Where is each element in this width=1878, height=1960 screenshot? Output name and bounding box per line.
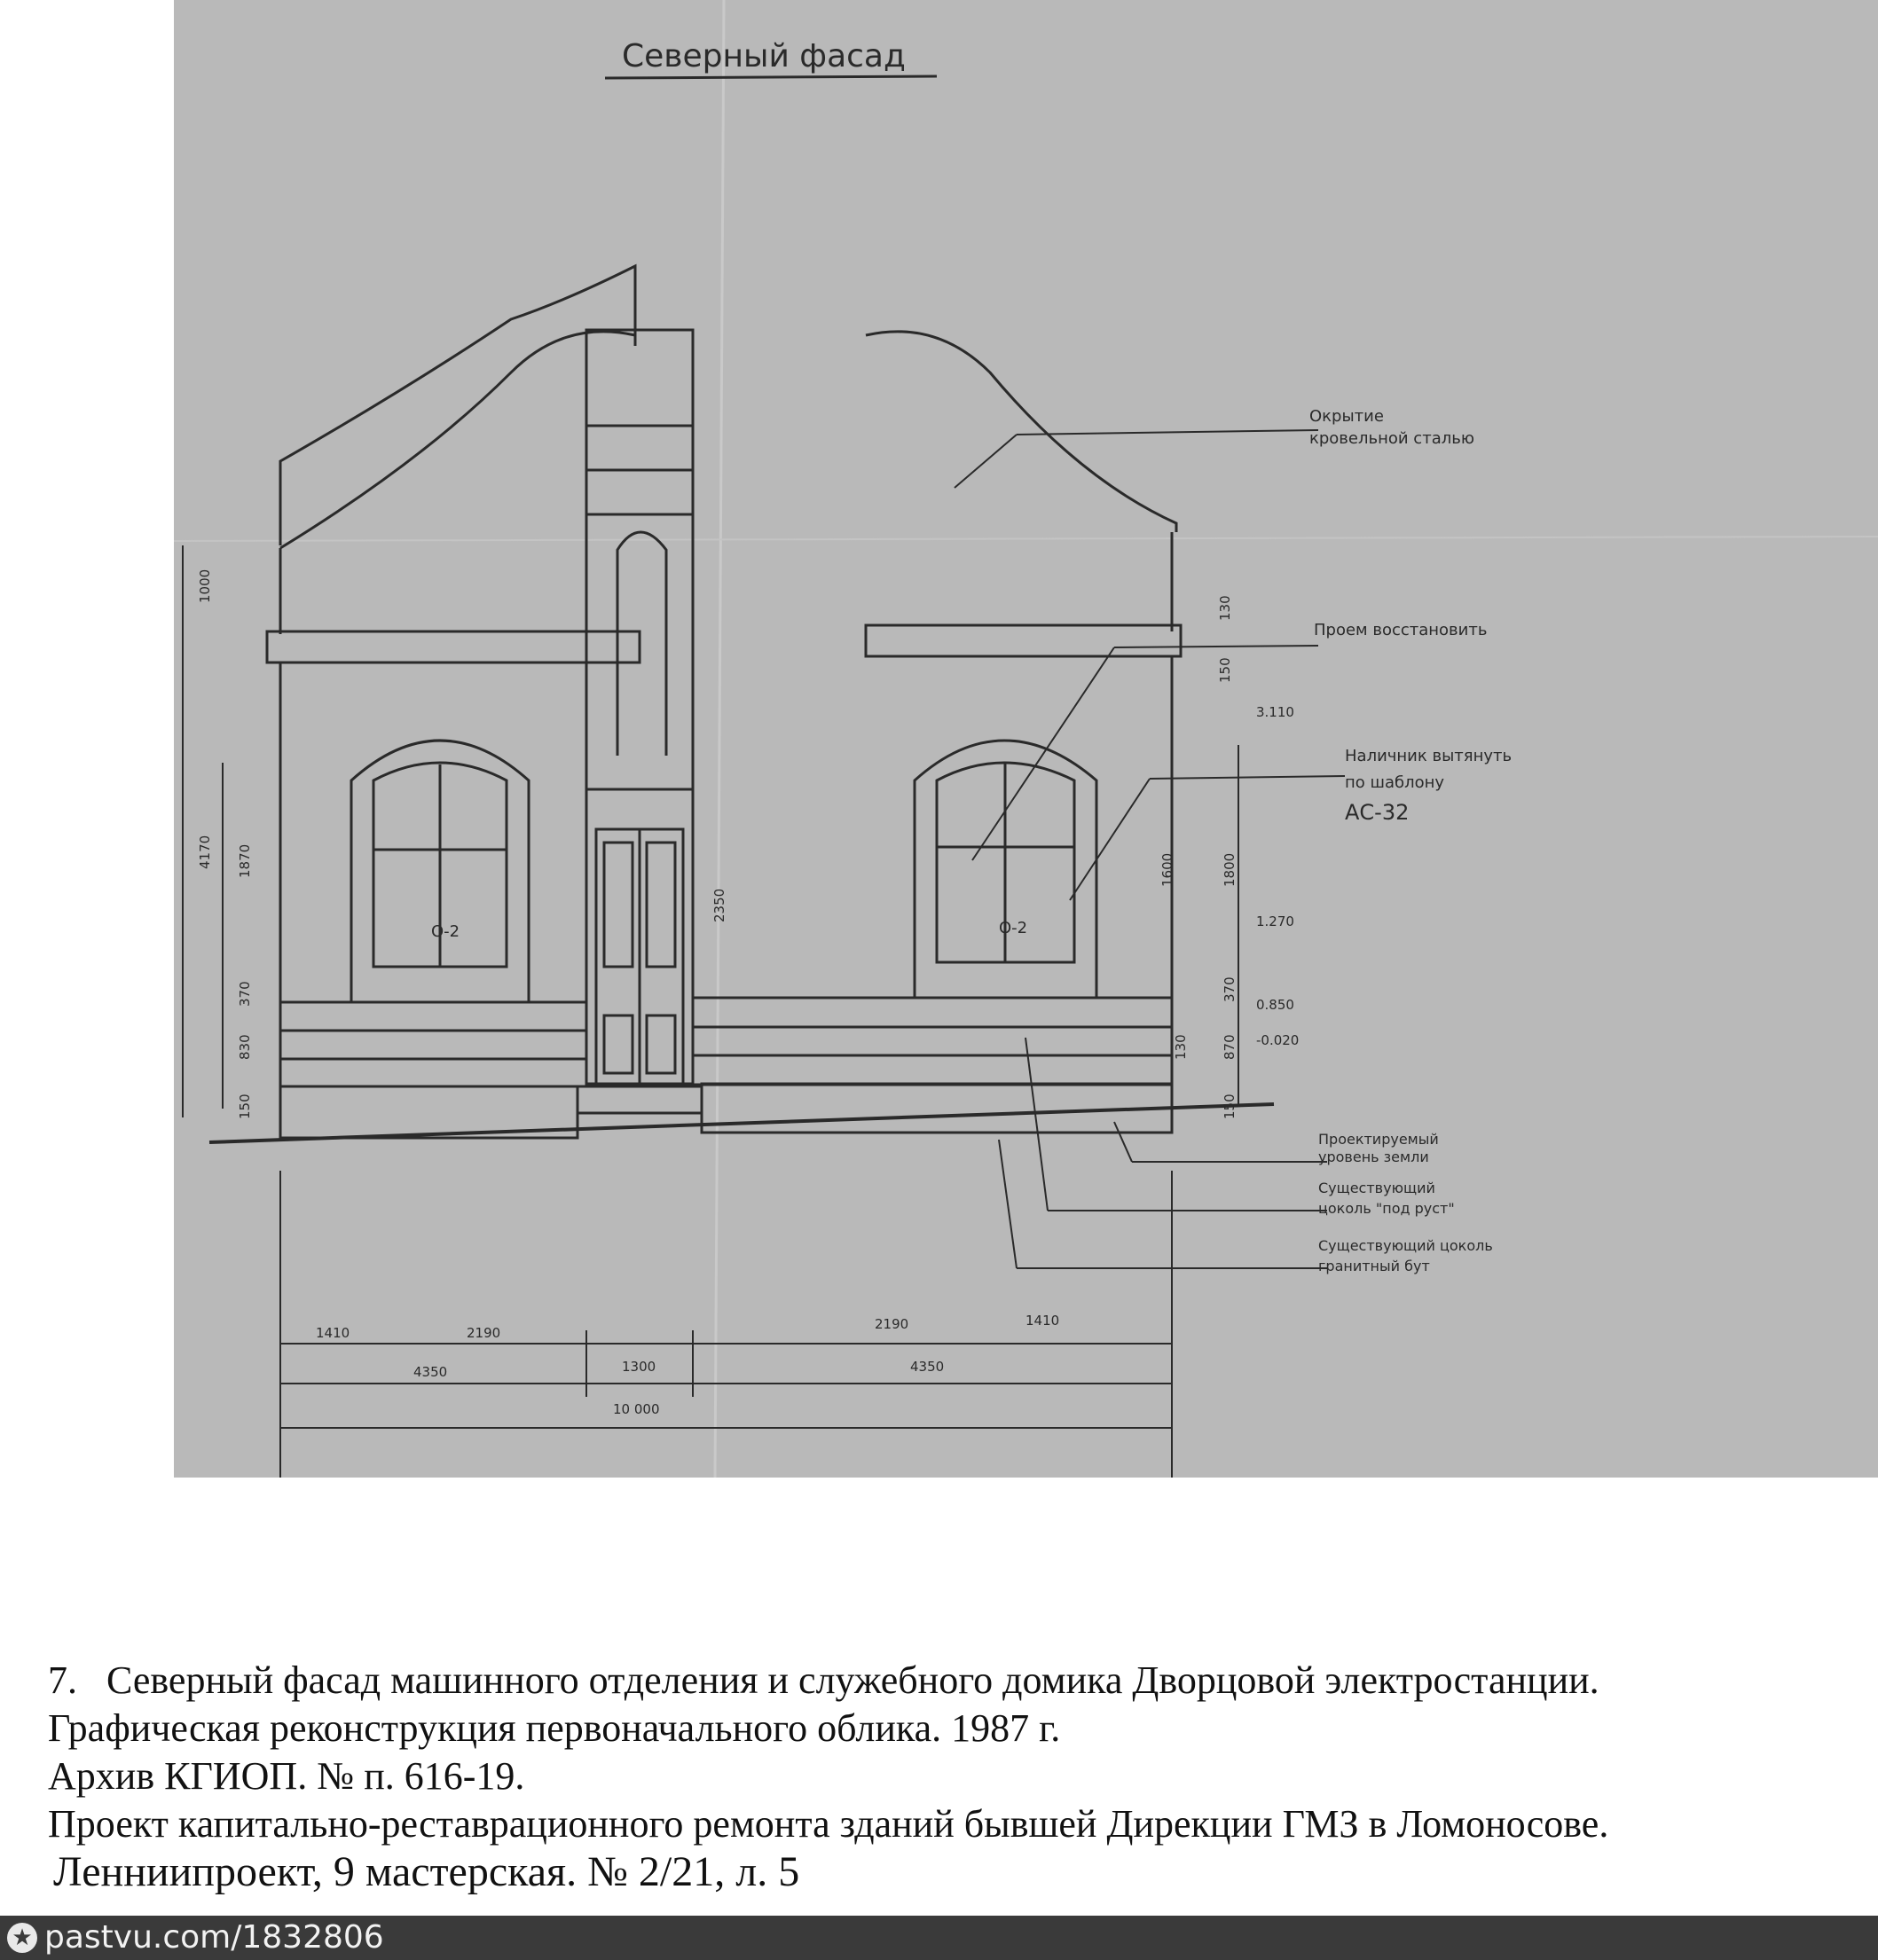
caption-line-4: Проект капитально-реставрационного ремонта зданий бывшей Дирекции ГМЗ в Ломоносове. — [48, 1802, 1609, 1846]
leader-line — [1025, 1038, 1048, 1211]
title-underline — [605, 76, 937, 78]
note-ground-line1: Проектируемый — [1318, 1131, 1439, 1148]
caption-line-5: Ленниипроект, 9 мастерская. № 2/21, л. 5 — [53, 1848, 800, 1895]
dimension-label: 10 000 — [613, 1401, 660, 1417]
dimension-label: 4350 — [413, 1364, 448, 1380]
vertical-dimension-label: 370 — [1222, 976, 1238, 1002]
leader-line — [1070, 779, 1150, 900]
plinth-rust-left — [280, 1002, 586, 1086]
roof-curve-right — [866, 332, 1176, 532]
note-plinth-granite-line1: Существующий цоколь — [1318, 1237, 1493, 1254]
dimension-label: 1410 — [316, 1325, 350, 1341]
leader-line — [1017, 430, 1318, 435]
note-opening: Проем восстановить — [1314, 621, 1488, 639]
leader-line — [999, 1140, 1017, 1268]
note-roof-line2: кровельной сталью — [1309, 429, 1474, 448]
window-mark: О-2 — [431, 922, 460, 941]
vertical-dimension-label: 150 — [1217, 657, 1233, 683]
star-icon: ★ — [7, 1923, 37, 1953]
vertical-dimension-label: 1600 — [1159, 852, 1175, 887]
note-plinth-rust-line1: Существующий — [1318, 1180, 1435, 1196]
roof-curve-left — [280, 266, 635, 545]
dimension-label: 1410 — [1025, 1313, 1060, 1329]
drawing-title: Северный фасад — [622, 38, 906, 74]
level-mark: 3.110 — [1256, 704, 1294, 720]
caption-line-1: Северный фасад машинного отделения и служебного домика Дворцовой электростанции. — [106, 1658, 1599, 1702]
source-footer — [0, 1916, 1878, 1960]
entrance-steps — [578, 1086, 702, 1113]
caption-line-2: Графическая реконструкция первоначального облика. 1987 г. — [48, 1706, 1061, 1750]
dimension-label: 4350 — [910, 1359, 945, 1375]
level-mark: 0.850 — [1256, 997, 1294, 1013]
leader-line — [972, 647, 1114, 860]
note-trim-line3: АС-32 — [1345, 800, 1410, 825]
figure-number: 7. — [48, 1658, 77, 1702]
dimension-label: 2190 — [875, 1316, 909, 1332]
vertical-dimension-label: 1800 — [1222, 852, 1238, 887]
archival-drawing — [174, 0, 1878, 1478]
vertical-dimension-label: 150 — [1222, 1094, 1238, 1119]
door-panel — [604, 843, 633, 967]
figure-caption — [48, 1657, 1822, 1896]
level-mark: 1.270 — [1256, 913, 1294, 929]
note-trim-line1: Наличник вытянуть — [1345, 747, 1513, 765]
note-roof-line1: Окрытие — [1309, 407, 1384, 426]
leader-line — [1150, 776, 1345, 779]
plinth-granite-right — [702, 1084, 1172, 1133]
door-panel — [647, 843, 675, 967]
note-plinth-granite-line2: гранитный бут — [1318, 1258, 1430, 1274]
dimension-label: 1300 — [622, 1359, 656, 1375]
source-url[interactable]: pastvu.com/1832806 — [44, 1919, 384, 1956]
caption-line — [48, 1657, 1822, 1705]
vertical-dimension-label: 130 — [1217, 595, 1233, 621]
fold-line — [174, 537, 1878, 541]
leader-line — [1114, 646, 1318, 647]
vertical-dimension-label: 130 — [1173, 1034, 1189, 1060]
note-trim-line2: по шаблону — [1345, 773, 1445, 792]
vertical-dimension-label: 1000 — [197, 568, 213, 603]
door-panel — [647, 1015, 675, 1073]
caption-line-3: Архив КГИОП. № п. 616-19. — [48, 1754, 525, 1798]
vertical-dimension-label: 370 — [237, 981, 253, 1007]
note-ground-line2: уровень земли — [1318, 1149, 1429, 1165]
facade-elevation — [174, 0, 1878, 1478]
pier-niche — [617, 532, 666, 756]
vertical-dimension-label: 1870 — [237, 843, 253, 878]
leader-line — [955, 435, 1017, 488]
vertical-dimension-label: 150 — [237, 1094, 253, 1119]
note-plinth-rust-line2: цоколь "под руст" — [1318, 1200, 1455, 1217]
roof-curve-left-outer — [280, 332, 635, 548]
vertical-dimension-label: 870 — [1222, 1034, 1238, 1060]
vertical-dimension-label: 830 — [237, 1034, 253, 1060]
level-mark: -0.020 — [1256, 1032, 1300, 1048]
dimension-label: 2190 — [467, 1325, 501, 1341]
leader-line — [1114, 1122, 1132, 1162]
window-mark: О-2 — [999, 919, 1028, 937]
door-panel — [604, 1015, 633, 1073]
vertical-dimension-label: 4170 — [197, 835, 213, 869]
fold-line — [715, 0, 724, 1478]
plinth-rust-right — [693, 998, 1172, 1085]
cornice-left — [267, 631, 640, 662]
vertical-dimension-label: 2350 — [711, 888, 727, 922]
cornice-right — [866, 625, 1181, 656]
